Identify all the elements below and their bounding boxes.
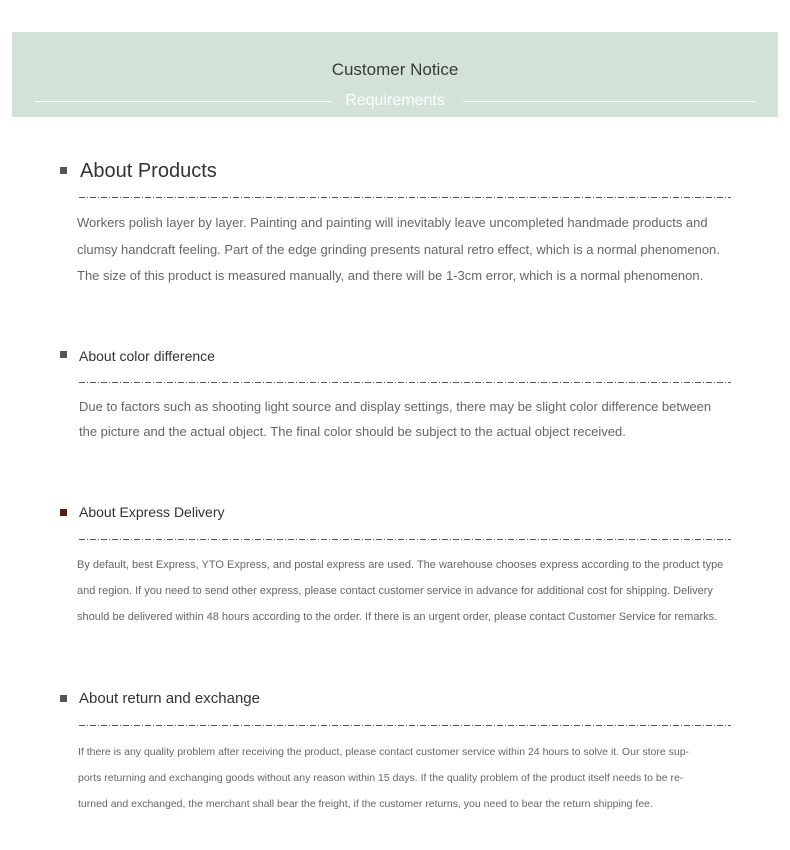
- section-text-line: The size of this product is measured manually, and there will be 1-3cm error, which is a normal phenomenon.: [77, 268, 704, 283]
- section-bullet: [60, 695, 67, 702]
- section-heading: About return and exchange: [79, 690, 260, 707]
- section-text-line: If there is any quality problem after receiving the product, please contact customer service within 24 hours to solve it. Our store sup-: [78, 746, 690, 758]
- section-divider: [79, 382, 731, 383]
- section-text-line: Workers polish layer by layer. Painting and painting will inevitably leave uncompleted handmade products and: [77, 215, 708, 230]
- section-text-line: should be delivered within 48 hours according to the order. If there is an urgent order, please contact Customer Service for remarks.: [77, 611, 718, 623]
- section-bullet: [60, 509, 67, 516]
- section-text-line: Due to factors such as shooting light source and display settings, there may be slight color difference between: [79, 399, 712, 414]
- section-divider: [79, 197, 731, 198]
- section-bullet: [60, 351, 67, 358]
- section-heading: About Express Delivery: [79, 504, 225, 520]
- section-divider: [79, 539, 731, 540]
- section-divider: [79, 725, 731, 726]
- banner-title: Customer Notice: [331, 60, 459, 79]
- section-text-line: ports returning and exchanging goods without any reason within 15 days. If the quality problem of the product itself needs to be re-: [78, 772, 684, 784]
- section-heading: About color difference: [79, 348, 215, 364]
- section-text-line: and region. If you need to send other express, please contact customer service in advance for additional cost for shipping. Delivery: [77, 585, 713, 597]
- customer-notice-banner: [12, 32, 778, 117]
- section-text-line: turned and exchanged, the merchant shall bear the freight, if the customer returns, you need to bear the return shipping fee.: [78, 798, 653, 810]
- section-text-line: By default, best Express, YTO Express, and postal express are used. The warehouse chooses express according to the product type: [77, 559, 724, 571]
- section-text-line: clumsy handcraft feeling. Part of the edge grinding presents natural retro effect, which is a normal phenomenon.: [77, 242, 720, 257]
- banner-divider-right: [463, 101, 755, 102]
- section-heading: About Products: [80, 160, 217, 182]
- banner-subtitle: Requirements: [345, 92, 445, 109]
- section-bullet: [60, 167, 67, 174]
- section-text-line: the picture and the actual object. The final color should be subject to the actual object received.: [79, 424, 626, 439]
